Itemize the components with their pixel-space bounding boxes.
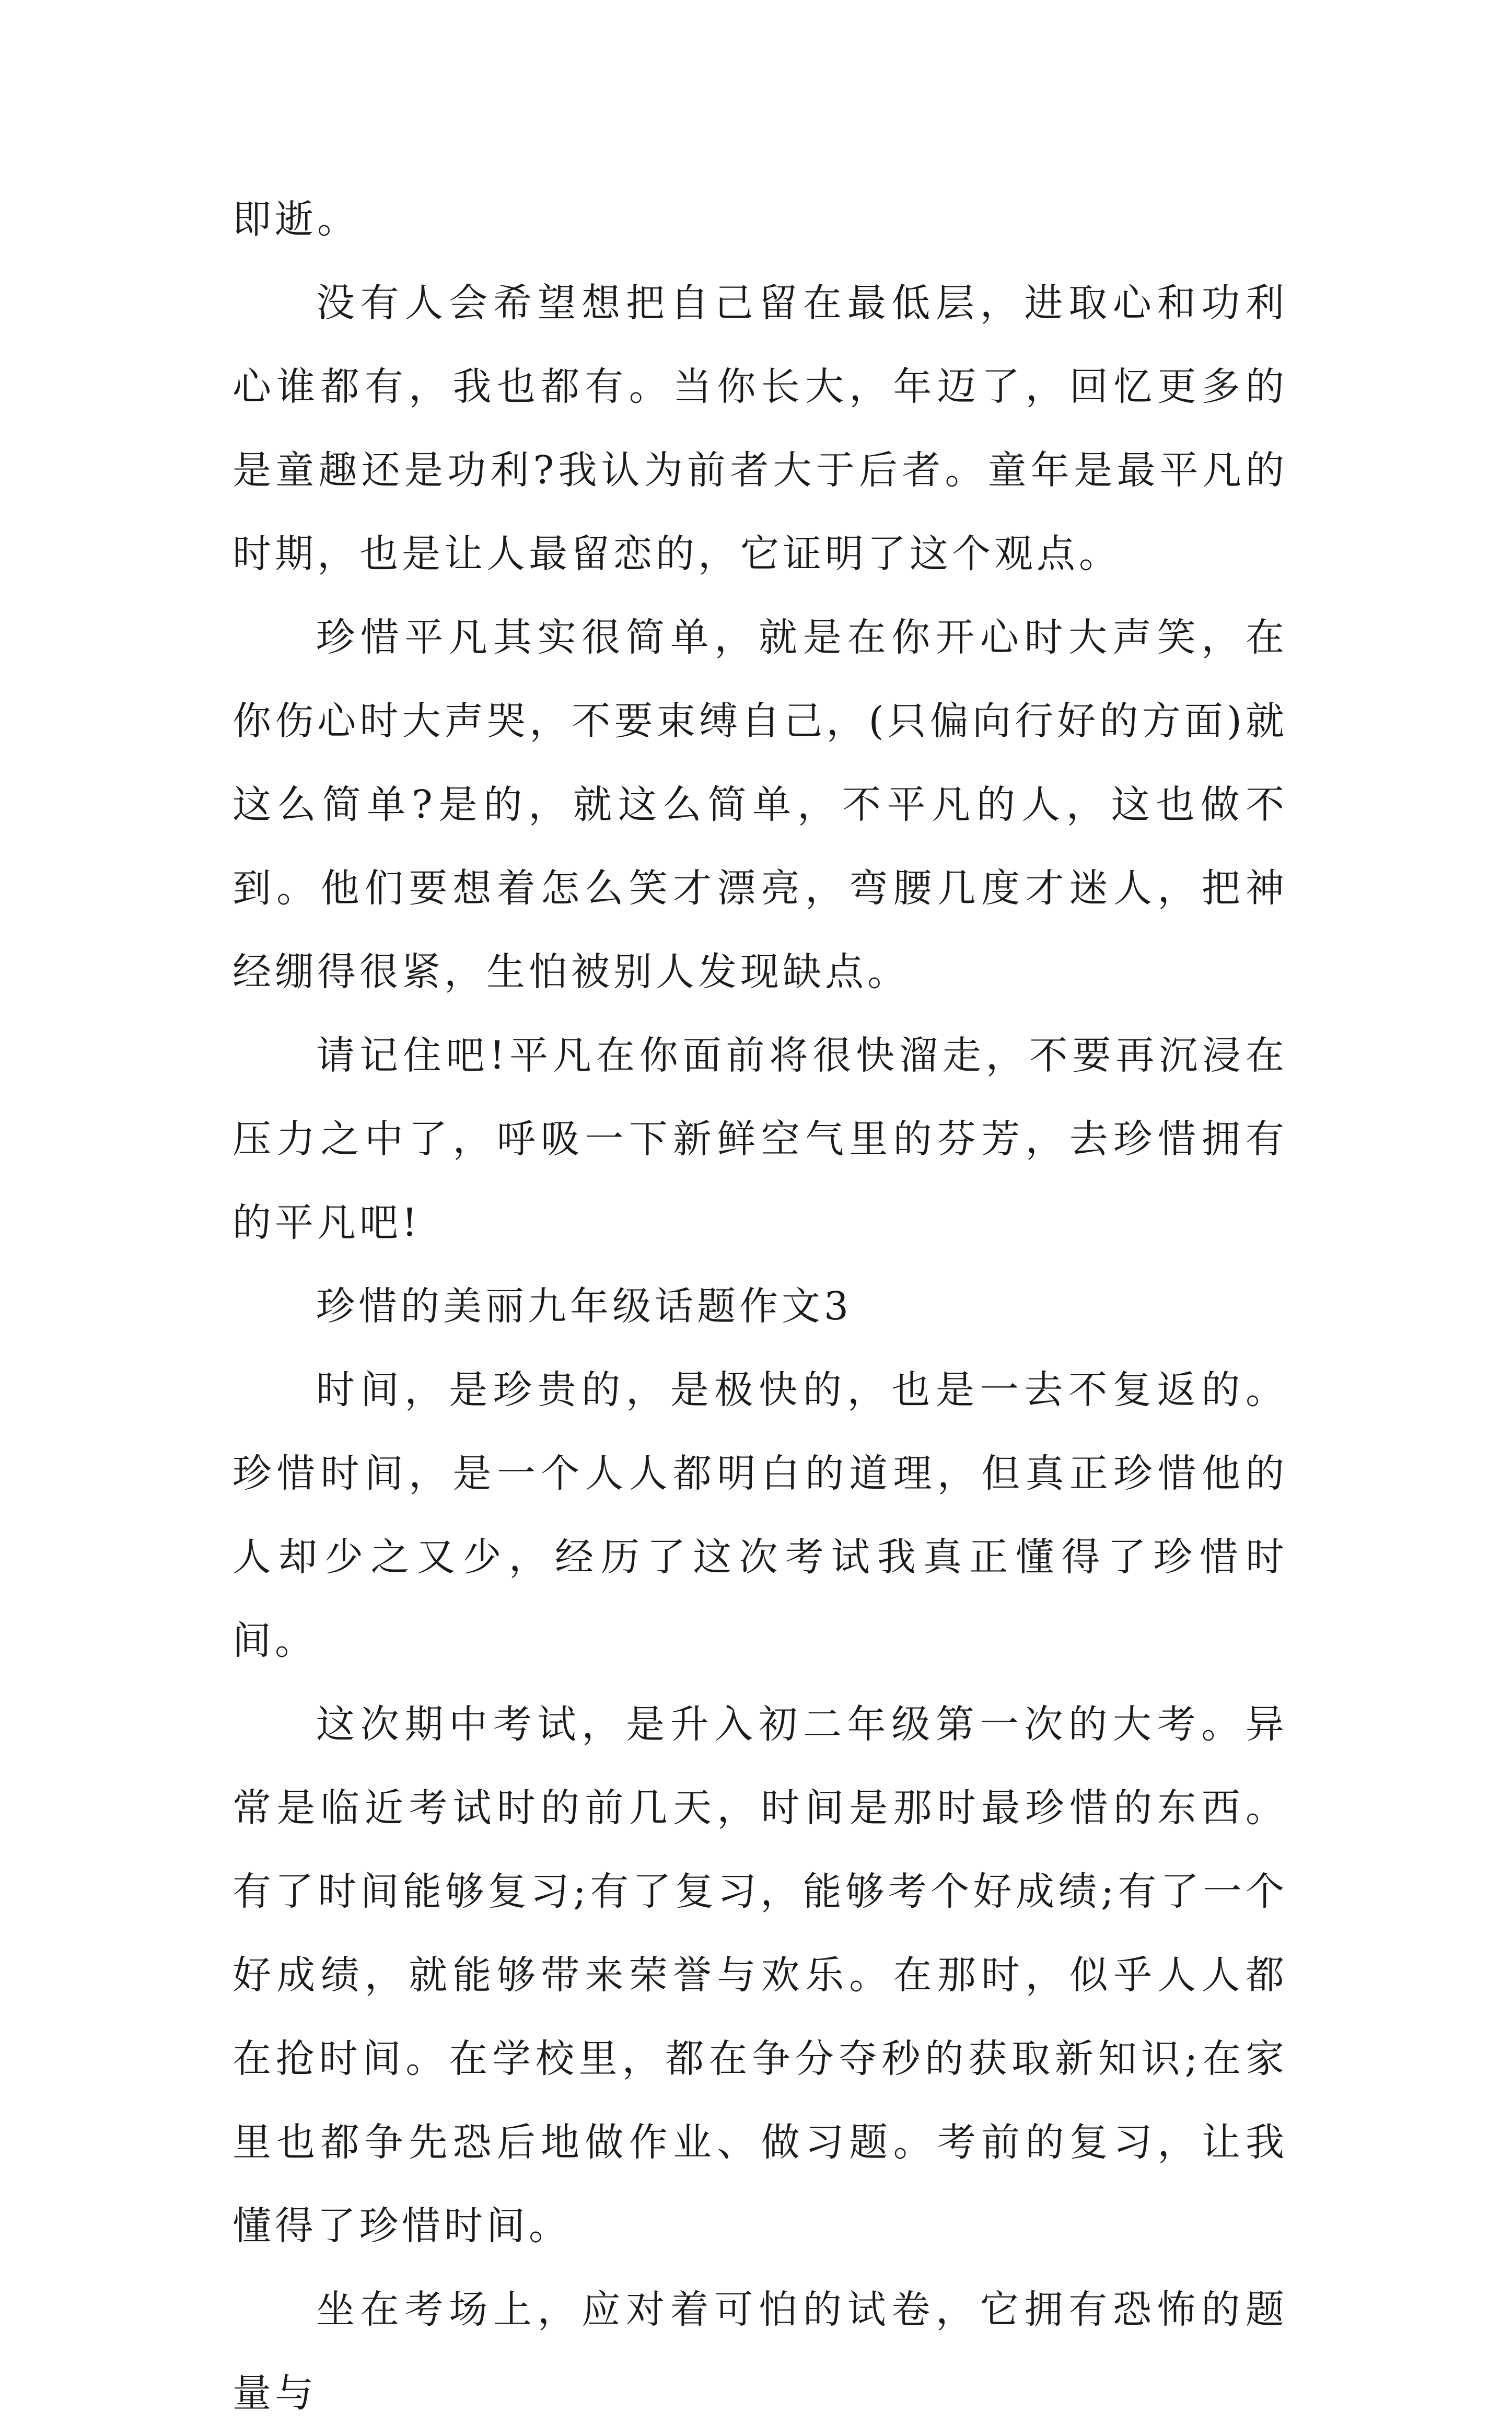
paragraph-continuation: 即逝。 — [232, 197, 359, 242]
paragraph: 坐在考场上，应对着可怕的试卷，它拥有恐怖的题量与 — [232, 2287, 1288, 2416]
paragraph: 时间，是珍贵的，是极快的，也是一去不复返的。珍惜时间，是一个人人都明白的道理，但真正珍惜他的人却少之又少，经历了这次考试我真正懂得了珍惜时间。 — [232, 1367, 1288, 1663]
paragraph: 这次期中考试，是升入初二年级第一次的大考。异常是临近考试时的前几天，时间是那时最珍惜的东西。有了时间能够复习;有了复习，能够考个好成绩;有了一个好成绩，就能够带来荣誉与欢乐。在那时，似乎人人都在抢时间。在学校里，都在争分夺秒的获取新知识;在家里也都争先恐后地做作业、做习题。考前的复习，让我懂得了珍惜时间。 — [232, 1702, 1288, 2248]
paragraph: 没有人会希望想把自己留在最低层，进取心和功利心谁都有，我也都有。当你长大，年迈了，回忆更多的是童趣还是功利?我认为前者大于后者。童年是最平凡的时期，也是让人最留恋的，它证明了这个观点。 — [232, 281, 1288, 576]
paragraph: 珍惜平凡其实很简单，就是在你开心时大声笑，在你伤心时大声哭，不要束缚自己，(只偏向行好的方面)就这么简单?是的，就这么简单，不平凡的人，这也做不到。他们要想着怎么笑才漂亮，弯腰几度才迷人，把神经绷得很紧，生怕被别人发现缺点。 — [232, 615, 1288, 994]
paragraph: 请记住吧!平凡在你面前将很快溜走，不要再沉浸在压力之中了，呼吸一下新鲜空气里的芬芳，去珍惜拥有的平凡吧! — [232, 1033, 1288, 1245]
section-heading: 珍惜的美丽九年级话题作文3 — [316, 1284, 853, 1329]
document-body — [232, 178, 1288, 2435]
